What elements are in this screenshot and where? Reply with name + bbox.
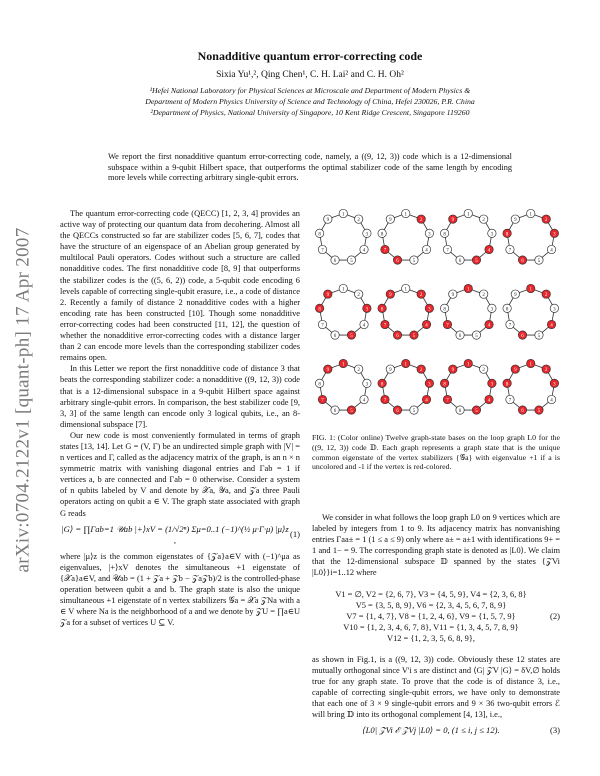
vertex-label: 9 [451, 293, 455, 299]
affiliation-2: Department of Modern Physics University of Science and Technology of China, Hefei 230026, P.R. China [145, 97, 475, 106]
vertex-label: 3 [365, 307, 369, 313]
graph-state-10 [378, 359, 434, 414]
vertex-label: 3 [428, 382, 431, 388]
vertex-label: 2 [357, 368, 360, 374]
vertex-label: 1 [529, 212, 532, 218]
vertex-label: 4 [550, 323, 553, 329]
vertex-label: 9 [514, 368, 517, 374]
vertex-label: 4 [425, 398, 428, 404]
vertex-label: 5 [350, 409, 353, 415]
affiliation-3: ²Department of Physics, National University of Singapore, 10 Kent Ridge Crescent, Singapore 119260 [150, 108, 470, 117]
vertex-label: 9 [389, 368, 392, 374]
vertex-label: 3 [553, 382, 556, 388]
vertex-label: 6 [458, 334, 462, 340]
vertex-label: 5 [475, 259, 478, 265]
graph-state-12 [503, 359, 559, 414]
eq2-line: V10 = {1, 2, 3, 4, 6, 7, 8}, V11 = {1, 3, 4, 5, 7, 8, 9} [343, 622, 519, 632]
vertex-label: 4 [487, 323, 491, 329]
vertex-label: 5 [475, 334, 478, 340]
vertex-label: 4 [425, 323, 428, 329]
vertex-label: 1 [342, 362, 345, 368]
intro-paragraph: The quantum error-correcting code (QECC) [1, 2, 3, 4] provides an active way of protecting our quantum data from decohering. Almost all the QECCs constructed so far are stabilizer codes [5, 6, 7], codes that have the structure of an eigenspace of an Abelian group generated by multilocal Pauli operators. Codes without such a structure are called nonadditive codes. The first nonadditive code [8, 9] that outperforms the stabilizer codes is the ((5, 6, 2)) code, a 5-qubit code encoding 6 levels capable of correcting single-qubit erasure, i.e., a code of distance 2. Recently a family of distance 2 nonadditive codes with a higher encoding rate has been constructed [10]. Though some nonadditive error-correcting codes had been constructed [11, 12], the question of whether the nonadditive error-correcting codes with a distance larger than 2 can encode more levels than the corresponding stabilizer codes remains open. [60, 209, 300, 363]
vertex-label: 6 [396, 334, 399, 340]
vertex-label: 4 [362, 248, 366, 254]
vertex-label: 6 [458, 409, 462, 415]
vertex-label: 7 [446, 248, 449, 254]
vertex-label: 8 [505, 382, 509, 388]
vertex-label: 2 [544, 218, 548, 224]
vertex-label: 5 [350, 259, 353, 265]
vertex-label: 2 [482, 368, 485, 374]
vertex-label: 1 [342, 287, 345, 293]
vertex-label: 7 [446, 398, 449, 404]
vertex-label: 5 [412, 409, 416, 415]
vertex-label: 9 [389, 293, 392, 299]
vertex-label: 5 [350, 334, 353, 340]
vertex-label: 1 [529, 362, 532, 368]
vertex-label: 9 [326, 293, 330, 299]
vertex-label: 8 [380, 232, 384, 238]
equation-3-number: (3) [549, 725, 560, 736]
vertex-label: 5 [537, 259, 541, 265]
graph-state-9 [315, 359, 371, 414]
equation-3-body: ⟨L0| 𝒵Vi ℰ 𝒵Vj |L0⟩ = 0, (1 ≤ i, j ≤ 12). [362, 725, 500, 736]
vertex-label: 9 [451, 368, 455, 374]
vertex-label: 9 [514, 218, 517, 224]
vertex-label: 2 [357, 218, 360, 224]
vertex-label: 7 [321, 248, 324, 254]
graph-state-paragraph: Our new code is most conveniently formulated in terms of graph states [13, 14]. Let G = (V, Γ) be an undirected simple graph with |V| = n vertices and Γ, called as the adjacency matrix of the graph, is an n × n symmetric matrix with vanishing diagonal entries and Γab = 1 if vertices a, b are connected and Γab = 0 otherwise. Consider a system of n qubits labeled by V and denote by 𝒳a, 𝒴a, and 𝒵a three Pauli operators acting on qubit a ∈ V. The graph state associated with graph G reads [60, 430, 300, 518]
equation-2 [312, 584, 560, 649]
vertex-label: 8 [380, 382, 384, 388]
vertex-label: 8 [443, 232, 446, 238]
vertex-label: 8 [318, 232, 321, 238]
vertex-label: 1 [342, 212, 345, 218]
vertex-label: 1 [404, 362, 407, 368]
vertex-label: 3 [365, 382, 369, 388]
vertex-label: 2 [482, 218, 485, 224]
abstract: We report the first nonadditive quantum error-correcting code, namely, a ((9, 12, 3)) code which is a 12-dimensional subspace within a 9-qubit Hilbert space, that outperforms the optimal stabilizer code of the same length by encoding more levels while correcting arbitrary single-qubit errors. [108, 152, 512, 182]
vertex-label: 9 [389, 218, 392, 224]
vertex-label: 1 [529, 287, 532, 293]
vertex-label: 7 [321, 323, 324, 329]
vertex-label: 5 [537, 409, 541, 415]
vertex-label: 4 [425, 248, 428, 254]
right-column [312, 512, 560, 741]
affiliation-1: ¹Hefei National Laboratory for Physical Sciences at Microscale and Department of Modern Physics & [149, 86, 471, 95]
equation-1-number: (1) [289, 529, 300, 540]
vertex-label: 7 [446, 323, 449, 329]
vertex-label: 9 [326, 368, 330, 374]
vertex-label: 1 [404, 287, 407, 293]
eq2-line: V5 = {3, 5, 8, 9}, V6 = {2, 3, 4, 5, 6, 7, 8, 9} [355, 600, 507, 610]
arxiv-id: arXiv:0704.2122v1 [quant-ph] 17 Apr 2007 [12, 227, 34, 573]
vertex-label: 6 [333, 409, 337, 415]
vertex-label: 2 [419, 293, 423, 299]
vertex-label: 4 [487, 248, 491, 254]
vertex-label: 2 [357, 293, 360, 299]
vertex-label: 7 [321, 398, 324, 404]
vertex-label: 3 [490, 232, 494, 238]
vertex-label: 6 [521, 409, 524, 415]
graph-state-7 [440, 284, 496, 339]
eq2-line: V12 = {1, 2, 3, 5, 6, 8, 9}, [387, 633, 475, 643]
vertex-label: 6 [396, 409, 399, 415]
vertex-label: 6 [333, 259, 337, 265]
vertex-label: 4 [487, 398, 491, 404]
vertex-label: 5 [537, 334, 541, 340]
vertex-label: 9 [514, 293, 517, 299]
vertex-label: 3 [490, 307, 494, 313]
vertex-label: 3 [553, 307, 556, 313]
equation-2-number: (2) [549, 610, 560, 621]
graph-state-11 [440, 359, 496, 414]
vertex-label: 7 [508, 398, 512, 404]
graph-state-1 [315, 209, 371, 264]
vertex-label: 1 [404, 212, 407, 218]
loop-graph-paragraph: We consider in what follows the loop graph L0 on 9 vertices which are labeled by integers from 1 to 9. Its adjacency matrix has nonvanishing entries Γaa± = 1 (1 ≤ a ≤ 9) only where a± = a±1 with identifications 9+ = 1 and 1− = 9. The corresponding graph state is denoted as |L0⟩. We claim that the 12-dimensional subspace 𝔻 spanned by the states {𝒵Vi |L0⟩}i=1..12 where [312, 513, 560, 578]
eq2-line: V1 = ∅, V2 = {2, 6, 7}, V3 = {4, 5, 9}, V4 = {2, 3, 6, 8} [335, 589, 527, 599]
vertex-label: 8 [443, 307, 446, 313]
vertex-label: 3 [553, 232, 556, 238]
vertex-label: 8 [443, 382, 446, 388]
vertex-label: 6 [521, 259, 524, 265]
definitions-paragraph: where |μ⟩z is the common eigenstates of {𝒵a}a∈V with (−1)^μa as eigenvalues, |+⟩xV denotes the simultaneous +1 eigenstate of {𝒳a}a∈V, and 𝒰ab = (1 + 𝒵a + 𝒵b − 𝒵a𝒵b)/2 is the controlled-phase operation between qubit a and b. The graph state is also the unique simultaneous +1 eigenstate of n vertex stabilizers 𝒢a = 𝒳a 𝒵Na with a ∈ V where Na is the neighborhood of a and we denote by 𝒵U = ∏a∈U 𝒵a for a subset of vertices U ⊆ V. [60, 551, 300, 628]
graph-state-4 [503, 209, 559, 264]
vertex-label: 9 [451, 218, 455, 224]
vertex-label: 4 [550, 248, 553, 254]
graph-state-figure [312, 200, 562, 425]
vertex-label: 3 [428, 232, 431, 238]
equation-1 [60, 524, 300, 546]
vertex-label: 8 [505, 232, 509, 238]
vertex-label: 2 [419, 368, 423, 374]
vertex-label: 8 [318, 382, 321, 388]
vertex-label: 4 [362, 398, 366, 404]
code-proof-paragraph: as shown in Fig.1, is a ((9, 12, 3)) code. Obviously these 12 states are mutually orthogonal since V'i s are distinct and ⟨G| 𝒵V |G⟩ = δV,∅ holds true for any graph state. To prove that the code is of distance 3, i.e., capable of correcting single-qubit errors, we have only to demonstrate that each one of 3 × 9 single-qubit errors and 9 × 36 two-qubit errors ℰ will bring 𝔻 into its orthogonal complement [4, 13], i.e., [312, 654, 560, 720]
vertex-label: 1 [467, 287, 470, 293]
vertex-label: 5 [412, 259, 416, 265]
vertex-label: 2 [544, 368, 548, 374]
vertex-label: 1 [467, 212, 470, 218]
left-column [60, 208, 300, 628]
vertex-label: 1 [467, 362, 470, 368]
vertex-label: 7 [383, 248, 387, 254]
vertex-label: 6 [396, 259, 399, 265]
vertex-label: 4 [362, 323, 366, 329]
paper-title: Nonadditive quantum error-correcting code [197, 49, 423, 63]
author-list: Sixia Yu¹,², Qing Chen¹, C. H. Lai² and C. H. Oh² [216, 70, 404, 80]
equation-3 [312, 725, 560, 736]
vertex-label: 7 [508, 248, 512, 254]
arxiv-stamp [8, 190, 38, 610]
vertex-label: 6 [333, 334, 337, 340]
figure-caption: FIG. 1: (Color online) Twelve graph-state bases on the loop graph L0 for the ((9, 12, 3)) code 𝔻. Each graph represents a graph state that is the unique common eigenstate of the vertex stabilizers {𝒢a} with eigenvalue +1 if a is uncolored and -1 if the vertex is red-colored. [312, 433, 560, 472]
vertex-label: 2 [482, 293, 485, 299]
vertex-label: 4 [550, 398, 553, 404]
graph-state-8 [503, 284, 559, 339]
vertex-label: 9 [326, 218, 330, 224]
vertex-label: 2 [544, 293, 548, 299]
vertex-label: 8 [380, 307, 384, 313]
vertex-label: 2 [419, 218, 423, 224]
graph-state-6 [378, 284, 434, 339]
vertex-label: 5 [475, 409, 478, 415]
graph-state-3 [440, 209, 496, 264]
vertex-label: 8 [505, 307, 509, 313]
vertex-label: 3 [490, 382, 494, 388]
vertex-label: 3 [428, 307, 431, 313]
vertex-label: 7 [383, 323, 387, 329]
vertex-label: 6 [521, 334, 524, 340]
graph-state-5 [315, 284, 371, 339]
graph-state-2 [378, 209, 434, 264]
vertex-label: 7 [508, 323, 512, 329]
eq2-line: V7 = {1, 4, 7}, V8 = {1, 2, 4, 6}, V9 = {1, 5, 7, 9} [346, 611, 516, 621]
letter-paragraph: In this Letter we report the first nonadditive code of distance 3 that beats the corresponding stabilizer code: a nonadditive ((9, 12, 3)) code that is a 12-dimensional subspace in a 9-qubit Hilbert space against arbitrary single-qubit errors. In comparison, the best stabilizer code [9, 3, 3] of the same length can encode only 3 logical qubits, i.e., an 8-dimensional subspace [7]. [60, 364, 300, 429]
vertex-label: 5 [412, 334, 416, 340]
vertex-label: 6 [458, 259, 462, 265]
vertex-label: 3 [365, 232, 369, 238]
equation-1-body: |G⟩ = ∏Γab=1 𝒰ab |+⟩xV = (1/√2ⁿ) Σμ=0..1 (−1)^(½ μ·Γ·μ) |μ⟩z , [61, 523, 289, 545]
vertex-label: 7 [383, 398, 387, 404]
vertex-label: 8 [318, 307, 321, 313]
